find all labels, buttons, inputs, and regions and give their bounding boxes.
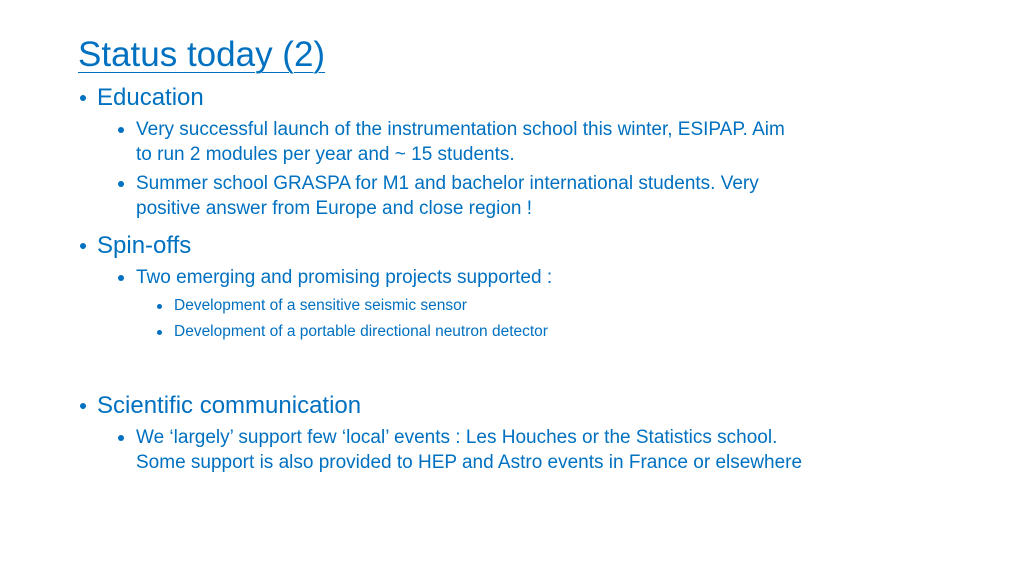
bullet-icon (157, 330, 162, 335)
bullet-icon (80, 403, 86, 409)
bullet-icon (80, 243, 86, 249)
list-item-line: Very successful launch of the instrumentation school this winter, ESIPAP. Aim (136, 119, 785, 140)
section-heading-scientific-communication: Scientific communication (97, 392, 362, 419)
list-item-line: Some support is also provided to HEP and Astro events in France or elsewhere (136, 452, 803, 473)
bullet-icon (118, 275, 124, 281)
bullet-icon (118, 181, 124, 187)
list-item-line: positive answer from Europe and close region ! (136, 198, 533, 219)
bullet-icon (157, 304, 162, 309)
slide-title: Status today (2) (78, 35, 326, 74)
list-item-line: Two emerging and promising projects supported : (136, 267, 553, 288)
list-item-line: to run 2 modules per year and ~ 15 students. (136, 144, 515, 165)
list-item-line: We ‘largely’ support few ‘local’ events : Les Houches or the Statistics school. (136, 427, 778, 448)
section-heading-spin-offs: Spin-offs (97, 232, 192, 259)
list-item-line: Summer school GRASPA for M1 and bachelor international students. Very (136, 173, 759, 194)
bullet-icon (118, 127, 124, 133)
bullet-icon (118, 435, 124, 441)
sub-list-item: Development of a sensitive seismic sensor (174, 297, 467, 314)
section-heading-education: Education (97, 84, 204, 111)
sub-list-item: Development of a portable directional neutron detector (174, 323, 548, 340)
bullet-icon (80, 95, 86, 101)
